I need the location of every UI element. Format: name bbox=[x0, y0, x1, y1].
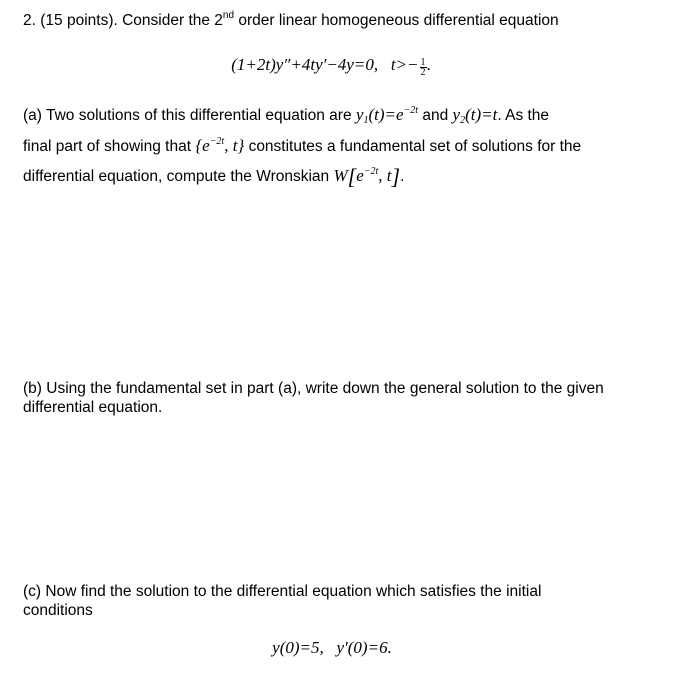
initial-conditions: y(0)=5, y′(0)=6. bbox=[272, 638, 392, 657]
wronskian-expression: $W[e^{-2t}$, t] bbox=[333, 164, 401, 189]
part-a-line-2: final part of showing that {$e^{-2t}$, t} constitutes a fundamental set of solutions for the bbox=[23, 136, 582, 155]
problem-number: 2. bbox=[23, 12, 36, 29]
equation-lhs: (1+2t)y″+4ty′−4y=0, bbox=[231, 55, 379, 74]
main-equation bbox=[0, 55, 677, 77]
part-b-line-1: (b) Using the fundamental set in part (a), write down the general solution to the given bbox=[23, 380, 604, 397]
problem-header bbox=[23, 12, 559, 30]
solution-y2: $y_2(t)=t$ bbox=[452, 105, 498, 126]
fundamental-set: {$e^{-2t}$, t} bbox=[195, 136, 245, 155]
solution-y1: $y_1(t)=e^{-2t}$ bbox=[355, 105, 419, 126]
part-a-line-3: differential equation, compute the Wronskian $W[e^{-2t}$, t]. bbox=[23, 164, 405, 189]
part-c-line-1: (c) Now find the solution to the differential equation which satisfies the initial bbox=[23, 583, 542, 600]
part-b-label: (b) bbox=[23, 380, 42, 397]
fraction-one-half: $\frac{1}{2}$ bbox=[420, 57, 426, 78]
part-c-label: (c) bbox=[23, 583, 42, 600]
problem-points: (15 points). bbox=[40, 12, 118, 29]
equation-period: . bbox=[426, 55, 431, 74]
part-a-label: (a) bbox=[23, 107, 42, 124]
part-c-line-2: conditions bbox=[23, 602, 93, 619]
problem-intro: Consider the 2nd order linear homogeneous differential equation bbox=[122, 10, 559, 29]
part-a-line-1: (a) Two solutions of this differential equation are $y_1(t)=e^{-2t}$ and $y_2(t)=t$. As the bbox=[23, 105, 550, 126]
part-b-line-2: differential equation. bbox=[23, 399, 163, 416]
equation-condition: t>− bbox=[390, 55, 419, 74]
